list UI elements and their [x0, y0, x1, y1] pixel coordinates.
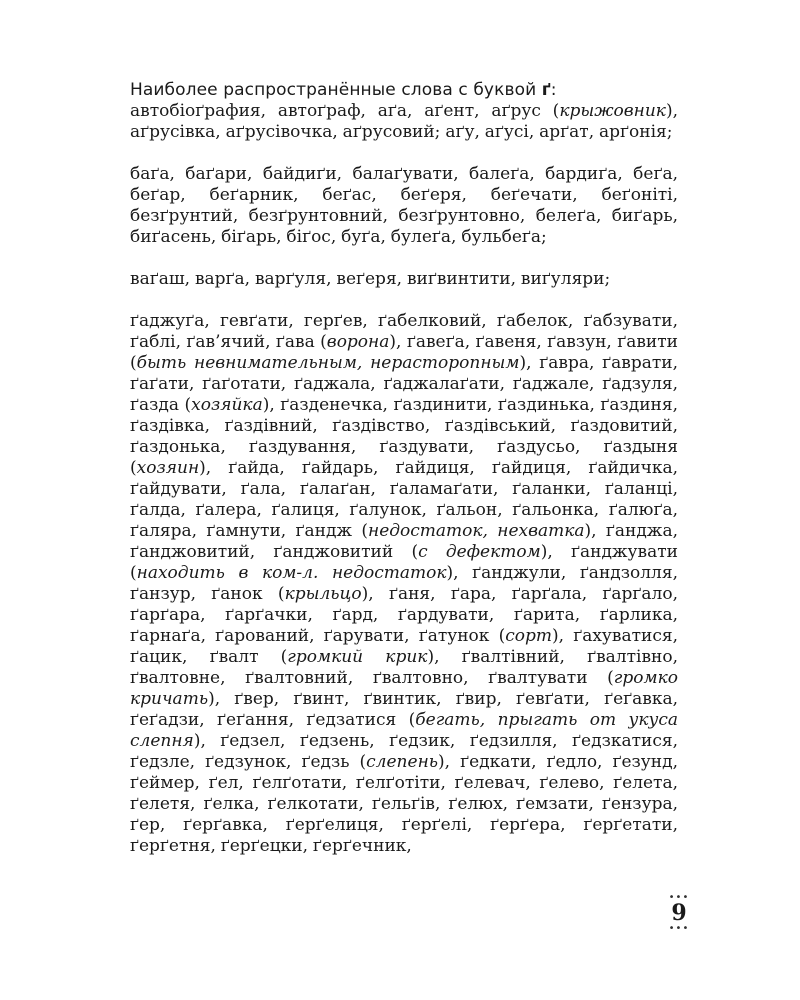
italic-translation: крыльцо — [284, 584, 362, 604]
word-list-text: ваґаш, варґа, варґуля, веґеря, виґвинтити, виґуляри; — [130, 269, 611, 289]
page-content — [130, 80, 678, 878]
word-list-text: ), ґвалтівний, ґвалтівно, ґвалтовне, ґвалтовний, ґвалтовно, ґвалтувати ( — [130, 647, 678, 688]
heading-text: Наиболее распространённые слова с буквой — [130, 80, 542, 100]
italic-translation: недостаток, нехватка — [368, 521, 585, 541]
paragraph-a-words — [130, 101, 678, 143]
paragraph-b-words — [130, 164, 678, 248]
word-list-text: ), ґахуватися, ґацик, ґвалт ( — [130, 626, 679, 667]
word-list-text: ), ґедкати, ґедло, ґезунд, ґеймер, ґел, ґелґотати, ґелґотіти, ґелевач, ґелево, ґелета, ґелетя, ґелка, ґелкотати, ґельґів, ґелюх, ґемзати, ґензура, ґер, ґерґавка, ґерґелиця, ґерґелі, ґерґера, ґерґетати, ґерґетня, ґерґецки, ґерґечник, — [130, 752, 678, 856]
word-list-text: ), ґазденечка, ґаздинити, ґаздинька, ґаздиня, ґаздівка, ґаздівний, ґаздівство, ґаздівський, ґаздовитий, ґаздонька, ґаздування, ґаздувати, ґаздусьо, ґаздыня ( — [130, 395, 678, 478]
paragraph-v-words — [130, 269, 678, 290]
paragraph-g-words — [130, 311, 678, 857]
word-list-text: ), ґаня, ґара, ґарґала, ґарґало, ґарґара, ґарґачки, ґард, ґардувати, ґарита, ґарлика, ґарнаґа, ґарований, ґарувати, ґатунок ( — [130, 584, 678, 646]
word-list-text: ), ґавеґа, ґавеня, ґавзун, ґавити ( — [130, 332, 678, 373]
word-list-text: автобіоґрафия, автоґраф, аґа, аґент, аґрус ( — [130, 101, 560, 121]
word-list-text: ), ґанджули, ґандзолля, ґанзур, ґанок ( — [130, 563, 678, 604]
italic-translation: с дефектом — [418, 542, 541, 562]
italic-translation: сорт — [505, 626, 552, 646]
italic-translation: быть невнимательным, нерасторопным — [136, 353, 520, 373]
word-list-text: ), ґанджувати ( — [130, 542, 678, 583]
page-number: 9 — [671, 900, 687, 926]
heading — [130, 80, 678, 101]
italic-translation: громкий крик — [287, 647, 428, 667]
word-list-text: ґаджуґа, гевґати, герґев, ґабелковий, ґабелок, ґабзувати, ґаблі, ґав’ячий, ґава ( — [130, 311, 678, 352]
word-list-text: ), ґавра, ґаврати, ґаґати, ґаґотати, ґаджала, ґаджалаґати, ґаджале, ґадзуля, ґазда ( — [130, 353, 678, 415]
italic-translation: слепень — [366, 752, 439, 772]
word-list-text: ), ґедзел, ґедзень, ґедзик, ґедзилля, ґедзкатися, ґедзле, ґедзунок, ґедзь ( — [130, 731, 678, 772]
italic-translation: хозяин — [136, 458, 200, 478]
word-list-text: ), ґвер, ґвинт, ґвинтик, ґвир, ґевґати, ґеґавка, ґеґадзи, ґеґання, ґедзатися ( — [130, 689, 678, 730]
word-list-text: ), ґайда, ґайдарь, ґайдиця, ґайдиця, ґайдичка, ґайдувати, ґала, ґалаґан, ґаламаґати, ґаланки, ґаланці, ґалда, ґалера, ґалиця, ґалунок, ґальон, ґальонка, ґалюґа, ґаляра, ґамнути, ґандж ( — [130, 458, 678, 541]
italic-translation: громко кричать — [130, 668, 678, 709]
word-list-text: ), аґрусівка, аґрусівочка, аґрусовий; аґу, аґусі, арґат, арґонія; — [130, 101, 678, 142]
page-ornament-top: ••• — [668, 892, 690, 903]
heading-letter: ґ — [541, 80, 551, 100]
italic-translation: бегать, прыгать от укуса слепня — [130, 710, 678, 751]
word-list-text: баґа, баґари, байдиґи, балаґувати, балеґа, бардиґа, беґа, беґар, беґарник, беґас, беґеря, беґечати, беґоніті, безґрунтий, безґрунтовний, безґрунтовно, белеґа, биґарь, биґасень, біґарь, біґос, буґа, булеґа, бульбеґа; — [130, 164, 678, 247]
italic-translation: находить в ком-л. недостаток — [136, 563, 447, 583]
word-list-text: ), ґанджа, ґанджовитий, ґанджовитий ( — [130, 521, 678, 562]
italic-translation: ворона — [326, 332, 390, 352]
italic-translation: хозяйка — [191, 395, 263, 415]
heading-colon: : — [550, 80, 557, 100]
page-ornament-bottom: ••• — [668, 923, 690, 934]
italic-translation: крыжовник — [559, 101, 666, 121]
